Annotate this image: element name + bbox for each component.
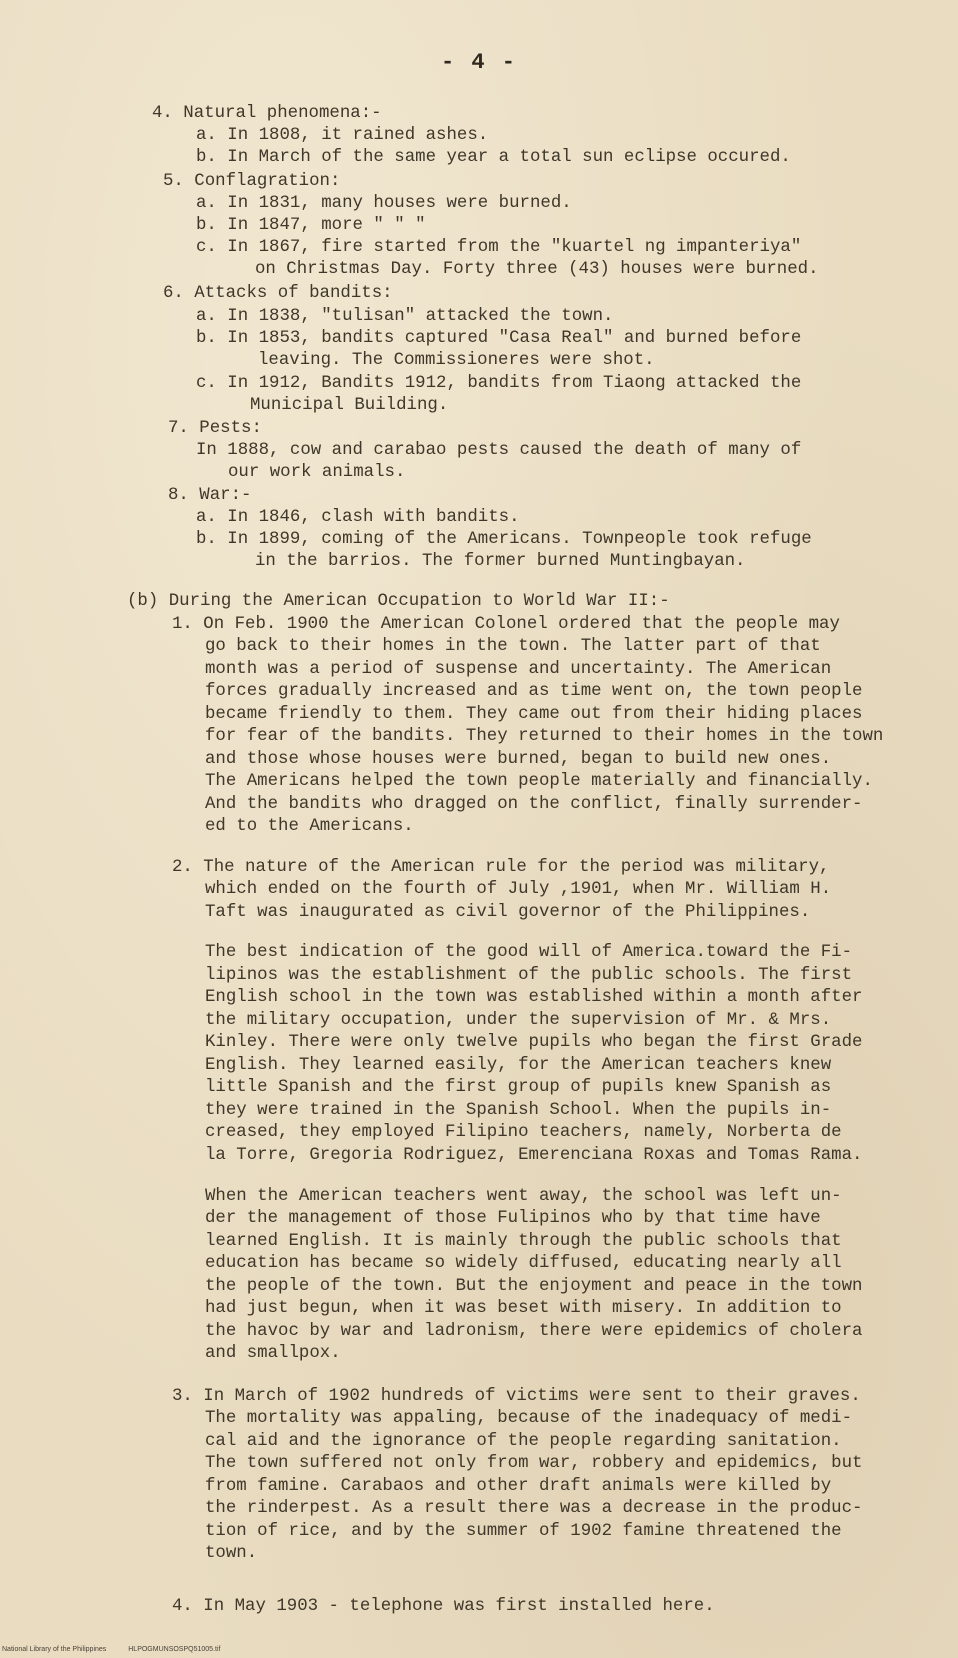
text-line: b. In 1899, coming of the Americans. Townpeople took refuge	[196, 530, 812, 549]
text-line: 4. In May 1903 - telephone was first installed here.	[172, 1597, 715, 1616]
text-line: for fear of the bandits. They returned to their homes in the town	[205, 727, 884, 746]
text-line: learned English. It is mainly through the public schools that	[205, 1232, 842, 1251]
text-line: 4. Natural phenomena:-	[152, 104, 382, 123]
text-line: in the barrios. The former burned Muntingbayan.	[255, 552, 746, 571]
text-line: The mortality was appaling, because of the inadequacy of medi-	[205, 1409, 853, 1428]
page-number: - 4 -	[440, 50, 517, 75]
text-line: go back to their homes in the town. The latter part of that	[205, 637, 821, 656]
text-line: 6. Attacks of bandits:	[163, 284, 393, 303]
text-line: the people of the town. But the enjoyment and peace in the town	[205, 1277, 863, 1296]
text-line: the havoc by war and ladronism, there were epidemics of cholera	[205, 1322, 863, 1341]
text-line: a. In 1838, "tulisan" attacked the town.	[196, 307, 614, 326]
text-line: town.	[205, 1544, 258, 1563]
text-line: they were trained in the Spanish School. When the pupils in-	[205, 1101, 832, 1120]
text-line: the rinderpest. As a result there was a decrease in the produc-	[205, 1499, 863, 1518]
text-line: (b) During the American Occupation to World War II:-	[127, 592, 670, 611]
text-line: b. In 1853, bandits captured "Casa Real" and burned before	[196, 329, 802, 348]
text-line: b. In March of the same year a total sun eclipse occured.	[196, 148, 791, 167]
text-line: 2. The nature of the American rule for the period was military,	[172, 858, 830, 877]
text-line: ed to the Americans.	[205, 817, 414, 836]
text-line: c. In 1912, Bandits 1912, bandits from Tiaong attacked the	[196, 374, 802, 393]
text-line: 5. Conflagration:	[163, 172, 341, 191]
text-line: and those whose houses were burned, began to build new ones.	[205, 750, 832, 769]
text-line: month was a period of suspense and uncertainty. The American	[205, 660, 832, 679]
text-line: b. In 1847, more " " "	[196, 216, 426, 235]
text-line: 7. Pests:	[168, 419, 262, 438]
text-line: der the management of those Fulipinos who by that time have	[205, 1209, 821, 1228]
text-line: la Torre, Gregoria Rodriguez, Emerenciana Roxas and Tomas Rama.	[205, 1146, 863, 1165]
text-line: a. In 1808, it rained ashes.	[196, 126, 489, 145]
text-line: When the American teachers went away, the school was left un-	[205, 1187, 842, 1206]
text-line: which ended on the fourth of July ,1901, when Mr. William H.	[205, 880, 832, 899]
footer-filename: HLPOGMUNSOSPQ51005.tif	[128, 1646, 221, 1653]
text-line: The town suffered not only from war, robbery and epidemics, but	[205, 1454, 863, 1473]
text-line: had just begun, when it was beset with misery. In addition to	[205, 1299, 842, 1318]
text-line: The best indication of the good will of America.toward the Fi-	[205, 943, 853, 962]
text-line: forces gradually increased and as time went on, the town people	[205, 682, 863, 701]
text-line: little Spanish and the first group of pupils knew Spanish as	[205, 1078, 832, 1097]
text-line: And the bandits who dragged on the conflict, finally surrender-	[205, 795, 863, 814]
text-line: became friendly to them. They came out from their hiding places	[205, 705, 863, 724]
text-line: Taft was inaugurated as civil governor of the Philippines.	[205, 903, 811, 922]
text-line: English. They learned easily, for the American teachers knew	[205, 1056, 832, 1075]
text-line: leaving. The Commissioneres were shot.	[258, 351, 655, 370]
text-line: on Christmas Day. Forty three (43) houses were burned.	[255, 260, 819, 279]
text-line: The Americans helped the town people materially and financially.	[205, 772, 873, 791]
text-line: and smallpox.	[205, 1344, 341, 1363]
text-line: the military occupation, under the supervision of Mr. & Mrs.	[205, 1011, 832, 1030]
text-line: In 1888, cow and carabao pests caused the death of many of	[196, 441, 802, 460]
text-line: from famine. Carabaos and other draft animals were killed by	[205, 1477, 832, 1496]
text-line: 8. War:-	[168, 486, 252, 505]
footer-source: National Library of the Philippines	[2, 1646, 107, 1653]
text-line: creased, they employed Filipino teachers, namely, Norberta de	[205, 1123, 842, 1142]
text-line: a. In 1846, clash with bandits.	[196, 508, 520, 527]
text-line: education has became so widely diffused, educating nearly all	[205, 1254, 842, 1273]
text-line: a. In 1831, many houses were burned.	[196, 194, 572, 213]
text-line: Municipal Building.	[250, 396, 449, 415]
text-line: our work animals.	[228, 463, 406, 482]
text-line: 3. In March of 1902 hundreds of victims were sent to their graves.	[172, 1387, 861, 1406]
text-line: 1. On Feb. 1900 the American Colonel ordered that the people may	[172, 615, 840, 634]
text-line: tion of rice, and by the summer of 1902 famine threatened the	[205, 1522, 842, 1541]
text-line: c. In 1867, fire started from the "kuartel ng impanteriya"	[196, 238, 802, 257]
text-line: cal aid and the ignorance of the people regarding sanitation.	[205, 1432, 842, 1451]
text-line: lipinos was the establishment of the public schools. The first	[205, 966, 853, 985]
footer	[2, 1646, 240, 1653]
text-line: English school in the town was established within a month after	[205, 988, 863, 1007]
text-line: Kinley. There were only twelve pupils who began the first Grade	[205, 1033, 863, 1052]
